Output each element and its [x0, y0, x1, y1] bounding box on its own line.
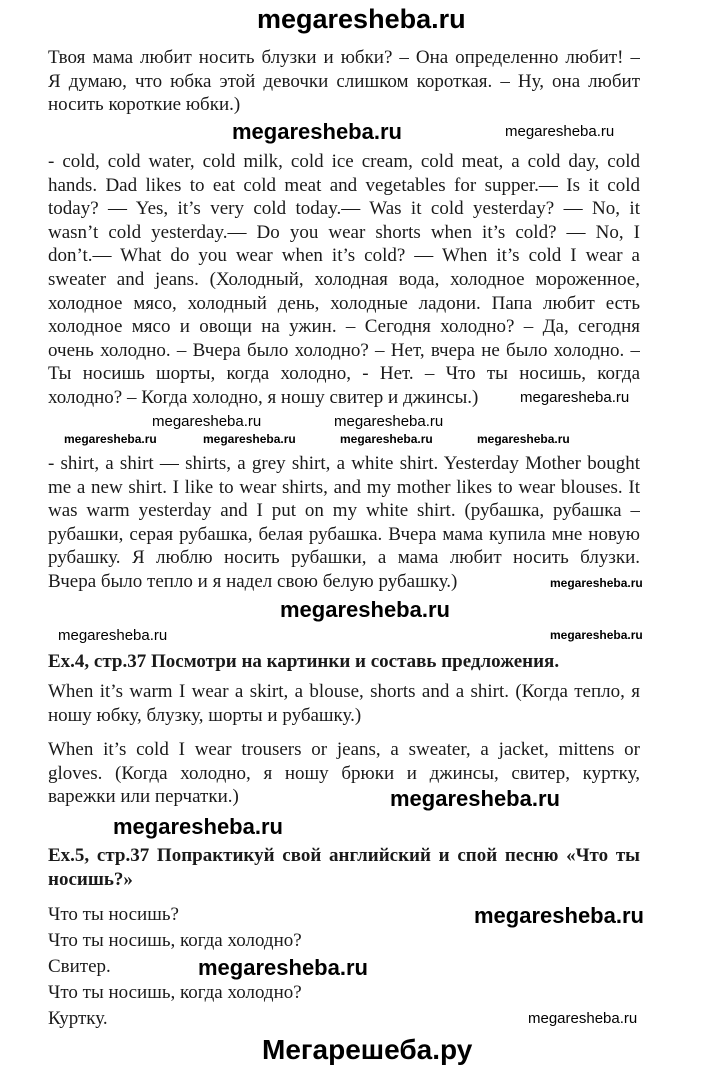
text-line: холодно? – Когда холодно, я ношу свитер и джинсы.)	[48, 386, 479, 408]
text-line: рубашки, серая рубашка, белая рубашка. Вчера мама купила мне новую	[48, 523, 640, 545]
paragraph	[48, 981, 640, 1005]
text-line: носишь?»	[48, 868, 133, 890]
watermark: megaresheba.ru	[477, 432, 570, 446]
text-line: was warm yesterday and I put on my white shirt. (рубашка, рубашка –	[48, 500, 640, 522]
text-line: холодное мясо, холодный день, холодные ладони. Папа любит есть	[48, 292, 640, 314]
watermark: megaresheba.ru	[474, 903, 644, 928]
watermark: megaresheba.ru	[280, 597, 450, 622]
text-line: Ты носишь шорты, когда холодно, - Нет. – Что ты носишь, когда	[48, 363, 640, 385]
paragraph	[48, 929, 640, 953]
text-line: очень холодно. – Вчера было холодно? – Нет, вчера не было холодно. –	[48, 339, 640, 361]
text-line: Ex.5, стр.37 Попрактикуй свой английский и спой песню «Что ты	[48, 845, 640, 866]
watermark: megaresheba.ru	[113, 814, 283, 839]
text-line: Ex.4, стр.37 Посмотри на картинки и составь предложения.	[48, 651, 560, 672]
watermark: megaresheba.ru	[340, 432, 433, 446]
watermark: megaresheba.ru	[203, 432, 296, 446]
text-line: рубашку. Я люблю носить рубашки, а мама любит носить блузки.	[48, 547, 640, 569]
exercise-heading	[48, 844, 640, 891]
text-line: ношу юбку, блузку, шорты и рубашку.)	[48, 704, 362, 726]
text-line: - shirt, a shirt — shirts, a grey shirt, a white shirt. Yesterday Mother bought	[48, 453, 640, 474]
text-line: носить короткие юбки.)	[48, 94, 241, 116]
paragraph	[48, 150, 640, 410]
text-line: Я думаю, что юбка этой девочки слишком короткая. – Ну, она любит	[48, 70, 640, 92]
text-line: Вчера было тепло и я надел свою белую рубашку.)	[48, 570, 458, 592]
text-line: today? — Yes, it’s very cold today.— Was it cold yesterday? — No, it	[48, 198, 640, 220]
text-line: When it’s cold I wear trousers or jeans, a sweater, a jacket, mittens or	[48, 739, 640, 760]
text-line: Что ты носишь?	[48, 904, 179, 925]
watermark: megaresheba.ru	[58, 627, 168, 644]
text-line: sweater and jeans. (Холодный, холодная вода, холодное мороженное,	[48, 268, 640, 290]
footer-watermark: Мегарешеба.ру	[262, 1034, 473, 1065]
text-line: Твоя мама любит носить блузки и юбки? – Она определенно любит! –	[48, 47, 640, 68]
watermark: megaresheba.ru	[520, 389, 630, 406]
paragraph	[48, 452, 640, 594]
paragraph	[48, 680, 640, 727]
text-line: don’t.— What do you wear when it’s cold? — When it’s cold I wear a	[48, 245, 640, 267]
text-line: gloves. (Когда холодно, я ношу брюки и джинсы, свитер, куртку,	[48, 762, 640, 784]
watermark: megaresheba.ru	[198, 955, 368, 980]
text-line: варежки или перчатки.)	[48, 786, 239, 808]
exercise-heading	[48, 650, 640, 674]
text-line: холодное мясо и овощи на ужин. – Сегодня холодно? – Да, сегодня	[48, 316, 640, 338]
watermark: megaresheba.ru	[232, 119, 402, 144]
watermark: megaresheba.ru	[334, 413, 444, 430]
header-watermark: megaresheba.ru	[257, 4, 466, 34]
text-line: hands. Dad likes to eat cold meat and vegetables for supper.— Is it cold	[48, 174, 640, 196]
watermark: megaresheba.ru	[528, 1010, 638, 1027]
watermark: megaresheba.ru	[550, 628, 643, 642]
text-line: Свитер.	[48, 956, 111, 977]
watermark: megaresheba.ru	[64, 432, 157, 446]
paragraph	[48, 46, 640, 117]
text-line: Что ты носишь, когда холодно?	[48, 982, 302, 1003]
text-line: Что ты носишь, когда холодно?	[48, 930, 302, 951]
text-line: - cold, cold water, cold milk, cold ice cream, cold meat, a cold day, cold	[48, 151, 640, 172]
text-line: me a new shirt. I like to wear shirts, and my mother likes to wear blouses. It	[48, 476, 640, 498]
watermark: megaresheba.ru	[505, 123, 615, 140]
watermark: megaresheba.ru	[550, 576, 643, 590]
text-line: wasn’t cold yesterday.— Do you wear shorts when it’s cold? — No, I	[48, 221, 640, 243]
text-line: Куртку.	[48, 1008, 108, 1029]
watermark: megaresheba.ru	[390, 786, 560, 811]
text-line: When it’s warm I wear a skirt, a blouse, shorts and a shirt. (Когда тепло, я	[48, 681, 640, 702]
watermark: megaresheba.ru	[152, 413, 262, 430]
